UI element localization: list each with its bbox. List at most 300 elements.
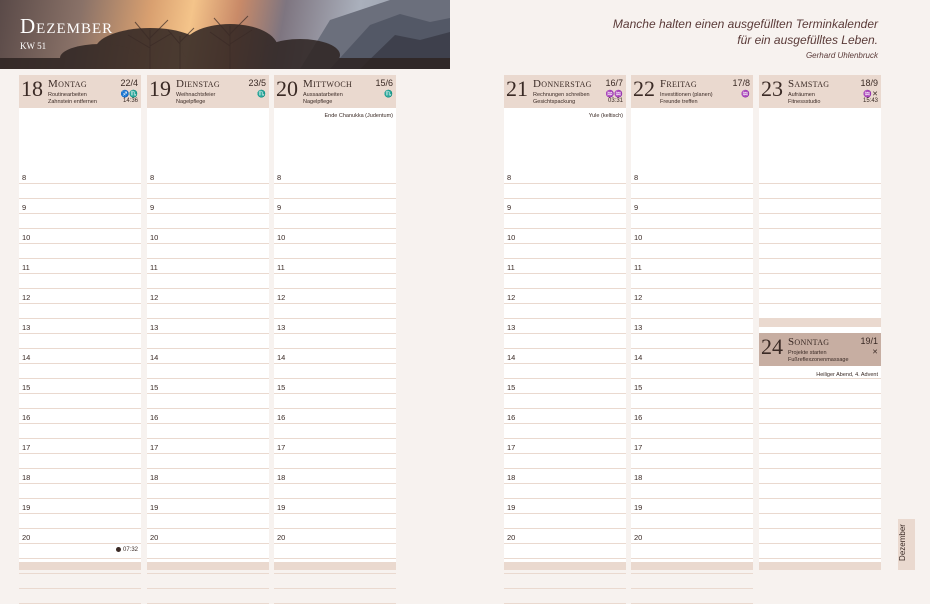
day-footer-bar bbox=[631, 562, 753, 570]
hour-label: 19 bbox=[150, 503, 159, 512]
day-number: 19 bbox=[149, 76, 171, 101]
hour-label: 17 bbox=[507, 443, 516, 452]
full-moon-icon bbox=[116, 547, 121, 552]
time-line bbox=[274, 198, 396, 199]
time-line bbox=[274, 258, 396, 259]
day-count: 18/9 bbox=[860, 78, 878, 88]
hour-label: 8 bbox=[150, 173, 155, 182]
day-name: Donnerstag bbox=[533, 78, 592, 90]
time-line bbox=[274, 528, 396, 529]
time-line bbox=[631, 573, 753, 574]
day-count: 22/4 bbox=[120, 78, 138, 88]
day-count: 17/8 bbox=[732, 78, 750, 88]
time-line bbox=[19, 393, 141, 394]
hour-label: 13 bbox=[150, 323, 159, 332]
hour-label: 8 bbox=[277, 173, 282, 182]
time-line bbox=[147, 288, 269, 289]
time-line bbox=[759, 288, 881, 289]
time-line bbox=[759, 543, 881, 544]
day-number: 20 bbox=[276, 76, 298, 101]
time-line bbox=[147, 243, 269, 244]
day-task: Fußreflexzonenmassage bbox=[788, 356, 849, 363]
day-header bbox=[274, 75, 396, 108]
time-line bbox=[19, 543, 141, 544]
time-line bbox=[631, 213, 753, 214]
hour-label: 17 bbox=[277, 443, 286, 452]
time-line bbox=[631, 408, 753, 409]
time-line bbox=[631, 258, 753, 259]
time-line bbox=[631, 333, 753, 334]
hour-label: 15 bbox=[634, 383, 643, 392]
time-line bbox=[274, 483, 396, 484]
day-footer-bar bbox=[274, 562, 396, 570]
hour-label: 11 bbox=[22, 263, 30, 272]
day-footer-bar bbox=[147, 562, 269, 570]
time-line bbox=[274, 423, 396, 424]
time-line bbox=[759, 198, 881, 199]
holiday-note: Ende Chanukka (Judentum) bbox=[324, 113, 393, 119]
sunday-separator bbox=[759, 318, 881, 327]
time-line bbox=[504, 243, 626, 244]
zodiac-icon: ♐♏ bbox=[120, 91, 138, 98]
time-line bbox=[504, 438, 626, 439]
day-count: 23/5 bbox=[248, 78, 266, 88]
day-column-thursday bbox=[504, 75, 626, 570]
time-line bbox=[147, 363, 269, 364]
time-line bbox=[759, 438, 881, 439]
hour-label: 14 bbox=[277, 353, 286, 362]
time-line bbox=[147, 483, 269, 484]
hour-label: 13 bbox=[507, 323, 516, 332]
hour-label: 18 bbox=[507, 473, 516, 482]
quote-block bbox=[613, 16, 878, 61]
day-task: Zahnstein entfernen bbox=[48, 98, 97, 105]
time-line bbox=[19, 558, 141, 559]
time-line bbox=[274, 348, 396, 349]
time-line bbox=[19, 258, 141, 259]
time-line bbox=[631, 543, 753, 544]
time-line bbox=[147, 498, 269, 499]
day-number: 22 bbox=[633, 76, 655, 101]
hour-label: 10 bbox=[634, 233, 643, 242]
quote-line-2: für ein ausgefülltes Leben. bbox=[737, 33, 878, 47]
time-line bbox=[147, 468, 269, 469]
time-line bbox=[631, 183, 753, 184]
time-line bbox=[274, 288, 396, 289]
day-task: Weihnachtsfeier bbox=[176, 92, 216, 98]
time-line bbox=[19, 183, 141, 184]
hour-label: 9 bbox=[507, 203, 512, 212]
time-line bbox=[147, 543, 269, 544]
time-line bbox=[631, 483, 753, 484]
time-line bbox=[504, 393, 626, 394]
time-line bbox=[274, 498, 396, 499]
time-line bbox=[274, 558, 396, 559]
time-line bbox=[631, 363, 753, 364]
zodiac-icon: ✕ bbox=[872, 349, 878, 356]
time-line bbox=[19, 498, 141, 499]
time-line bbox=[759, 423, 881, 424]
day-name: Dienstag bbox=[176, 78, 220, 90]
time-line bbox=[19, 453, 141, 454]
day-number: 24 bbox=[761, 334, 783, 359]
time-line bbox=[759, 273, 881, 274]
day-column-tuesday bbox=[147, 75, 269, 570]
time-line bbox=[759, 183, 881, 184]
time-line bbox=[759, 408, 881, 409]
time-line bbox=[147, 408, 269, 409]
hour-label: 19 bbox=[277, 503, 286, 512]
hour-label: 8 bbox=[634, 173, 639, 182]
hour-label: 15 bbox=[150, 383, 159, 392]
moon-time: 07:32 bbox=[122, 547, 138, 554]
zodiac-icon: ♒✕ bbox=[863, 91, 878, 98]
time-line bbox=[19, 588, 141, 589]
hour-label: 14 bbox=[150, 353, 159, 362]
time-line bbox=[19, 273, 141, 274]
time-line bbox=[147, 348, 269, 349]
holiday-note: Yule (keltisch) bbox=[588, 113, 623, 119]
time-line bbox=[147, 453, 269, 454]
time-line bbox=[19, 468, 141, 469]
calendar-week: KW 51 bbox=[20, 41, 47, 51]
hour-label: 19 bbox=[507, 503, 516, 512]
day-header bbox=[19, 75, 141, 108]
quote-author: Gerhard Uhlenbruck bbox=[805, 51, 878, 60]
time-line bbox=[759, 378, 881, 379]
day-name: Samstag bbox=[788, 78, 830, 90]
time-line bbox=[274, 408, 396, 409]
time-line bbox=[274, 243, 396, 244]
hour-label: 10 bbox=[22, 233, 31, 242]
time-line bbox=[504, 183, 626, 184]
time-line bbox=[19, 423, 141, 424]
hour-label: 12 bbox=[634, 293, 643, 302]
day-header bbox=[759, 333, 881, 366]
time-line bbox=[274, 393, 396, 394]
time-line bbox=[274, 573, 396, 574]
time-line bbox=[274, 468, 396, 469]
hour-label: 16 bbox=[277, 413, 286, 422]
time-line bbox=[19, 528, 141, 529]
time-line bbox=[759, 483, 881, 484]
hour-label: 12 bbox=[277, 293, 286, 302]
day-task: Nagelpflege bbox=[303, 98, 333, 105]
time-line bbox=[147, 303, 269, 304]
time-line bbox=[759, 513, 881, 514]
time-line bbox=[631, 318, 753, 319]
day-task: Routinearbeiten bbox=[48, 92, 87, 98]
time-line bbox=[19, 438, 141, 439]
time-line bbox=[631, 303, 753, 304]
hour-label: 8 bbox=[22, 173, 27, 182]
day-name: Mittwoch bbox=[303, 78, 353, 90]
zodiac-icon: ♏ bbox=[384, 91, 393, 98]
time-line bbox=[147, 333, 269, 334]
hour-label: 9 bbox=[150, 203, 155, 212]
time-line bbox=[631, 288, 753, 289]
holiday-note: Heiliger Abend, 4. Advent bbox=[816, 372, 878, 378]
hour-label: 16 bbox=[634, 413, 643, 422]
hour-label: 18 bbox=[277, 473, 286, 482]
day-header bbox=[504, 75, 626, 108]
time-line bbox=[759, 258, 881, 259]
day-count: 15/6 bbox=[375, 78, 393, 88]
hour-label: 9 bbox=[277, 203, 282, 212]
day-column-friday bbox=[631, 75, 753, 570]
time-line bbox=[504, 258, 626, 259]
day-name: Freitag bbox=[660, 78, 697, 90]
time-line bbox=[504, 198, 626, 199]
day-task: Fitnessstudio bbox=[788, 98, 821, 105]
time-line bbox=[631, 243, 753, 244]
day-footer-bar bbox=[19, 562, 141, 570]
time-line bbox=[274, 378, 396, 379]
time-line bbox=[147, 528, 269, 529]
day-task: Aufräumen bbox=[788, 92, 815, 98]
hour-label: 14 bbox=[634, 353, 643, 362]
time-line bbox=[19, 483, 141, 484]
time-line bbox=[147, 393, 269, 394]
time-line bbox=[274, 318, 396, 319]
zodiac-icon: ♒♒ bbox=[605, 91, 623, 98]
time-line bbox=[147, 423, 269, 424]
hour-label: 18 bbox=[22, 473, 31, 482]
time-line bbox=[759, 498, 881, 499]
time-line bbox=[147, 228, 269, 229]
time-line bbox=[19, 573, 141, 574]
hour-label: 18 bbox=[634, 473, 643, 482]
hour-label: 13 bbox=[22, 323, 31, 332]
hour-label: 17 bbox=[634, 443, 643, 452]
time-line bbox=[19, 213, 141, 214]
hour-label: 20 bbox=[507, 533, 516, 542]
time-line bbox=[759, 303, 881, 304]
time-line bbox=[631, 438, 753, 439]
hour-label: 19 bbox=[22, 503, 31, 512]
month-title: Dezember bbox=[20, 14, 114, 38]
time-line bbox=[631, 498, 753, 499]
time-line bbox=[631, 378, 753, 379]
time-line bbox=[19, 348, 141, 349]
time-line bbox=[759, 558, 881, 559]
time-line bbox=[147, 198, 269, 199]
time-line bbox=[631, 423, 753, 424]
time-line bbox=[504, 468, 626, 469]
hour-label: 11 bbox=[277, 263, 285, 272]
time-line bbox=[631, 453, 753, 454]
day-column-monday bbox=[19, 75, 141, 570]
time-line bbox=[504, 483, 626, 484]
time-line bbox=[504, 408, 626, 409]
time-line bbox=[759, 393, 881, 394]
time-line bbox=[19, 363, 141, 364]
day-column-wednesday bbox=[274, 75, 396, 570]
time-line bbox=[504, 273, 626, 274]
time-line bbox=[147, 318, 269, 319]
astro-time: 03:31 bbox=[607, 98, 623, 104]
time-line bbox=[504, 498, 626, 499]
time-line bbox=[759, 228, 881, 229]
hour-label: 20 bbox=[634, 533, 643, 542]
time-line bbox=[274, 453, 396, 454]
time-line bbox=[631, 273, 753, 274]
hour-label: 17 bbox=[22, 443, 31, 452]
time-line bbox=[631, 393, 753, 394]
day-column-saturday bbox=[759, 75, 881, 570]
hour-label: 19 bbox=[634, 503, 643, 512]
day-task: Rechnungen schreiben bbox=[533, 92, 590, 98]
time-line bbox=[274, 543, 396, 544]
day-number: 18 bbox=[21, 76, 43, 101]
time-line bbox=[759, 528, 881, 529]
time-line bbox=[504, 378, 626, 379]
hour-label: 15 bbox=[507, 383, 516, 392]
hour-label: 10 bbox=[507, 233, 516, 242]
hour-label: 12 bbox=[150, 293, 159, 302]
time-line bbox=[147, 378, 269, 379]
hour-label: 12 bbox=[507, 293, 516, 302]
time-line bbox=[631, 513, 753, 514]
day-task: Freunde treffen bbox=[660, 98, 698, 105]
hour-label: 16 bbox=[22, 413, 31, 422]
time-line bbox=[274, 513, 396, 514]
time-line bbox=[274, 183, 396, 184]
day-header bbox=[147, 75, 269, 108]
time-line bbox=[504, 423, 626, 424]
time-line bbox=[147, 573, 269, 574]
time-line bbox=[759, 453, 881, 454]
hour-label: 16 bbox=[150, 413, 159, 422]
time-line bbox=[631, 228, 753, 229]
time-line bbox=[504, 333, 626, 334]
day-task: Projekte starten bbox=[788, 350, 827, 356]
time-line bbox=[504, 528, 626, 529]
time-line bbox=[19, 228, 141, 229]
hour-label: 10 bbox=[150, 233, 159, 242]
quote-line-1: Manche halten einen ausgefüllten Terminkalender bbox=[612, 17, 878, 31]
time-line bbox=[504, 543, 626, 544]
time-line bbox=[147, 438, 269, 439]
time-line bbox=[147, 273, 269, 274]
time-line bbox=[147, 258, 269, 259]
time-line bbox=[631, 528, 753, 529]
hour-label: 15 bbox=[277, 383, 286, 392]
time-line bbox=[759, 243, 881, 244]
time-line bbox=[504, 513, 626, 514]
time-line bbox=[147, 513, 269, 514]
time-line bbox=[19, 303, 141, 304]
day-count: 19/1 bbox=[860, 336, 878, 346]
time-line bbox=[274, 273, 396, 274]
time-line bbox=[19, 288, 141, 289]
day-number: 21 bbox=[506, 76, 528, 101]
time-line bbox=[19, 513, 141, 514]
time-line bbox=[274, 588, 396, 589]
header-photo bbox=[0, 0, 450, 69]
hour-label: 18 bbox=[150, 473, 159, 482]
hour-label: 9 bbox=[22, 203, 27, 212]
time-line bbox=[631, 468, 753, 469]
hour-label: 20 bbox=[22, 533, 31, 542]
moon-phase bbox=[116, 547, 138, 553]
time-line bbox=[147, 558, 269, 559]
time-line bbox=[274, 213, 396, 214]
time-line bbox=[631, 588, 753, 589]
hour-label: 10 bbox=[277, 233, 286, 242]
month-side-tab[interactable] bbox=[898, 519, 915, 570]
hour-label: 11 bbox=[634, 263, 642, 272]
zodiac-icon: ♒ bbox=[741, 91, 750, 98]
hour-label: 14 bbox=[22, 353, 31, 362]
day-footer-bar bbox=[759, 562, 881, 570]
day-count: 16/7 bbox=[605, 78, 623, 88]
hour-label: 8 bbox=[507, 173, 512, 182]
hour-label: 11 bbox=[507, 263, 515, 272]
day-footer-bar bbox=[504, 562, 626, 570]
hour-label: 14 bbox=[507, 353, 516, 362]
hour-label: 13 bbox=[634, 323, 643, 332]
hour-label: 13 bbox=[277, 323, 286, 332]
time-line bbox=[504, 558, 626, 559]
time-line bbox=[504, 588, 626, 589]
day-task: Nagelpflege bbox=[176, 98, 206, 105]
time-line bbox=[19, 243, 141, 244]
time-line bbox=[504, 303, 626, 304]
day-task: Investitionen (planen) bbox=[660, 92, 713, 98]
time-line bbox=[759, 468, 881, 469]
hour-label: 17 bbox=[150, 443, 159, 452]
time-line bbox=[631, 558, 753, 559]
hour-label: 20 bbox=[150, 533, 159, 542]
time-line bbox=[274, 303, 396, 304]
time-line bbox=[504, 573, 626, 574]
hour-label: 11 bbox=[150, 263, 158, 272]
time-line bbox=[19, 198, 141, 199]
time-line bbox=[504, 318, 626, 319]
time-line bbox=[147, 213, 269, 214]
time-line bbox=[631, 198, 753, 199]
time-line bbox=[19, 318, 141, 319]
time-line bbox=[19, 408, 141, 409]
time-line bbox=[504, 453, 626, 454]
time-line bbox=[504, 363, 626, 364]
astro-time: 15:43 bbox=[862, 98, 878, 104]
time-line bbox=[274, 333, 396, 334]
time-line bbox=[274, 438, 396, 439]
time-line bbox=[631, 348, 753, 349]
astro-time: 14:36 bbox=[122, 98, 138, 104]
time-line bbox=[147, 588, 269, 589]
hour-label: 15 bbox=[22, 383, 31, 392]
hour-label: 9 bbox=[634, 203, 639, 212]
time-line bbox=[504, 213, 626, 214]
day-header bbox=[759, 75, 881, 108]
time-line bbox=[147, 183, 269, 184]
day-name: Sonntag bbox=[788, 336, 830, 348]
hour-label: 12 bbox=[22, 293, 31, 302]
month-side-tab-label: Dezember bbox=[897, 524, 907, 561]
zodiac-icon: ♏ bbox=[257, 91, 266, 98]
day-header bbox=[631, 75, 753, 108]
time-line bbox=[274, 363, 396, 364]
hour-label: 16 bbox=[507, 413, 516, 422]
day-number: 23 bbox=[761, 76, 783, 101]
time-line bbox=[19, 333, 141, 334]
hour-label: 20 bbox=[277, 533, 286, 542]
time-line bbox=[504, 228, 626, 229]
time-line bbox=[759, 213, 881, 214]
